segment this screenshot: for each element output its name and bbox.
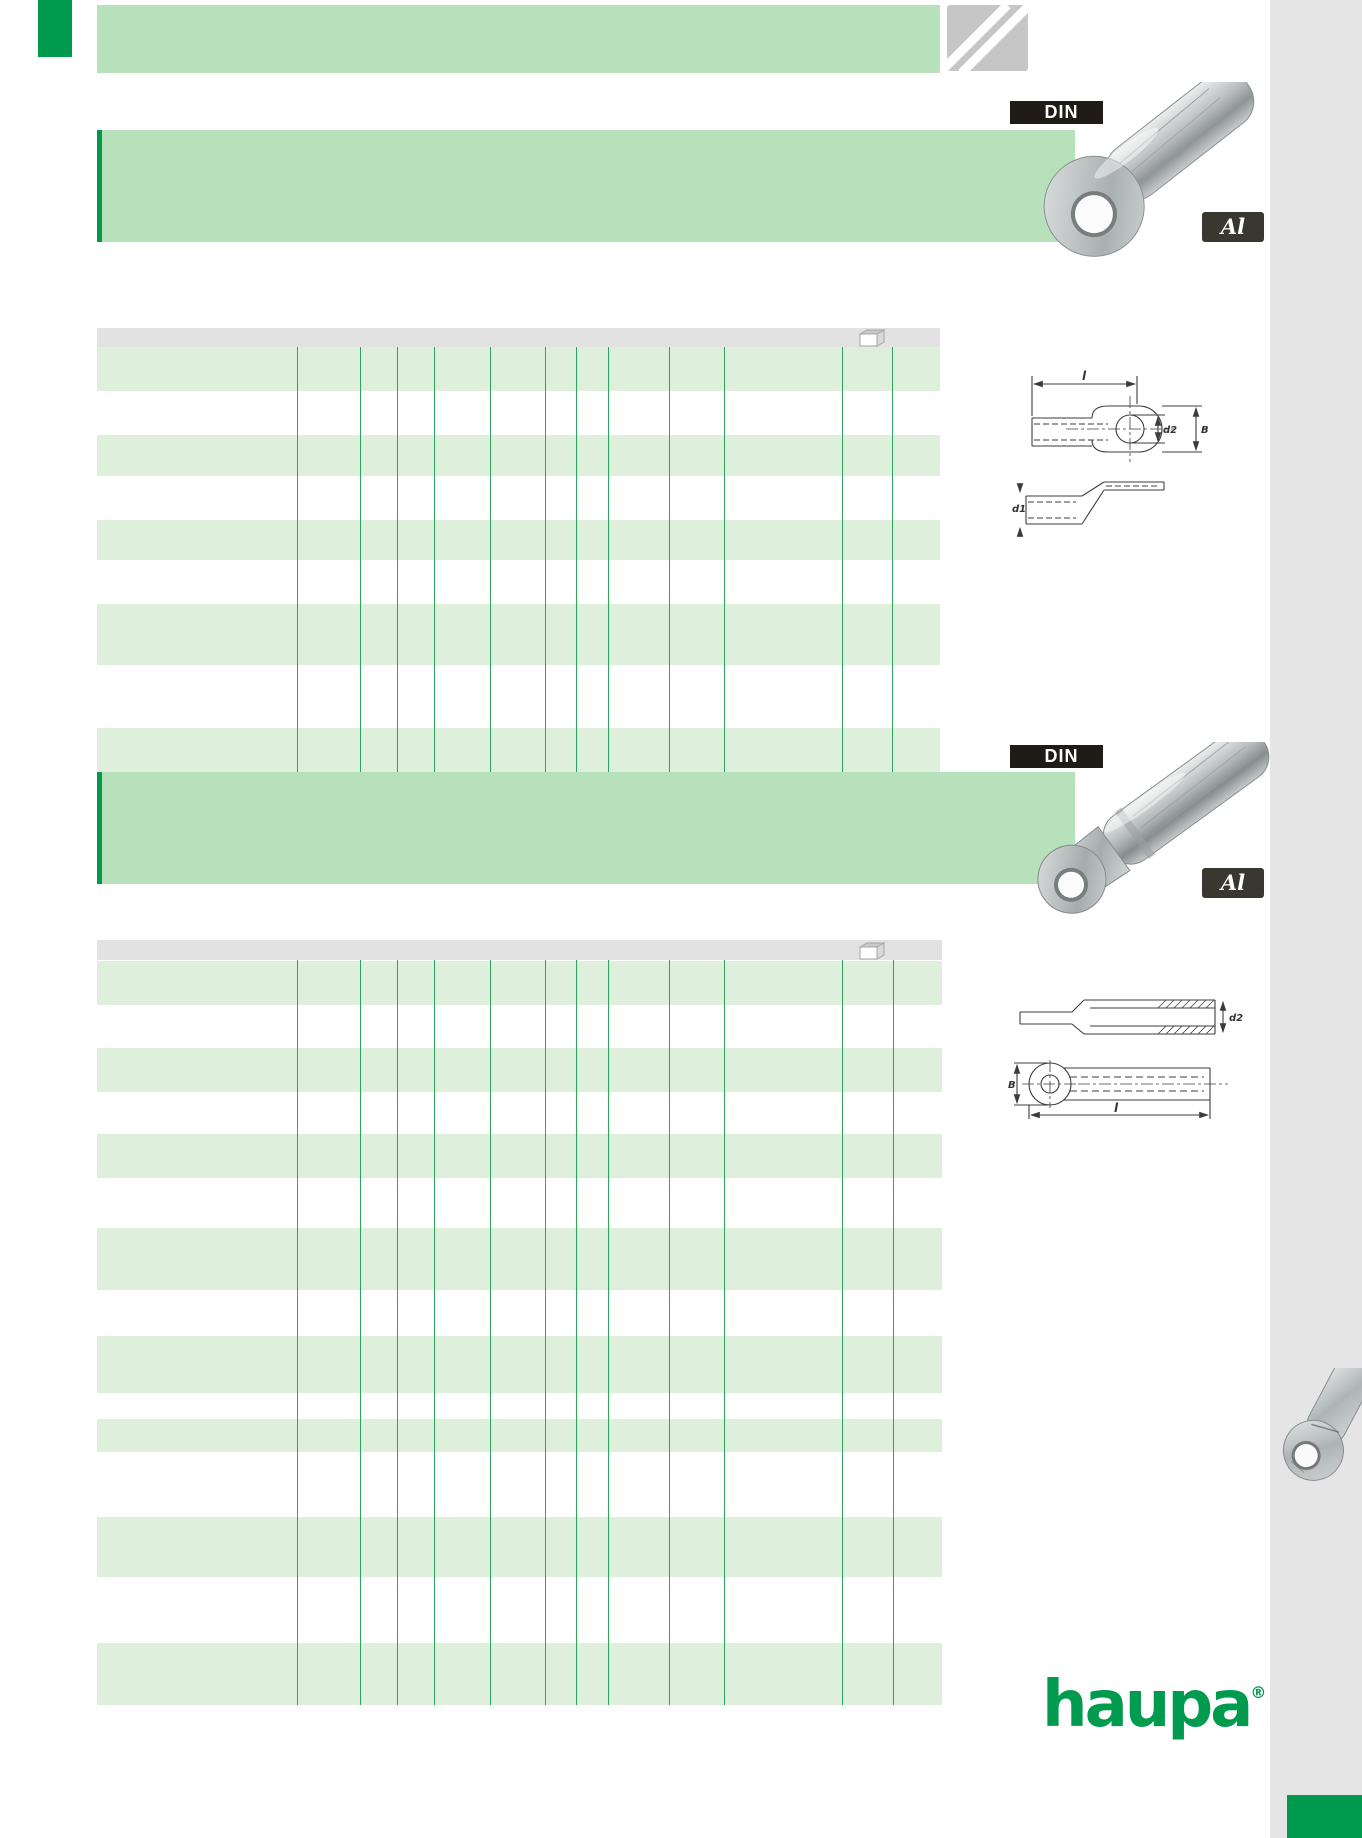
section-title-band <box>97 130 1075 242</box>
table-column-line <box>893 960 894 1705</box>
table-column-line <box>724 960 725 1705</box>
product-photo-cable-lug <box>1000 742 1295 947</box>
table-row-stripe <box>97 1134 942 1178</box>
table-column-line <box>576 960 577 1705</box>
svg-text:d2: d2 <box>1229 1013 1244 1024</box>
table-row-stripe <box>97 1419 942 1452</box>
product-photo-cable-lug <box>1000 82 1290 287</box>
brand-logo-text: haupa <box>1042 1668 1251 1742</box>
category-color-tab <box>38 0 72 57</box>
spec-table-2 <box>97 940 942 1705</box>
table-header-bar <box>97 328 940 347</box>
table-row-stripe <box>97 435 940 476</box>
table-column-line <box>397 960 398 1705</box>
table-row-stripe <box>97 1643 942 1705</box>
table-column-line <box>608 960 609 1705</box>
table-column-line <box>434 960 435 1705</box>
svg-text:B: B <box>1008 1080 1016 1091</box>
page-number-block <box>1287 1795 1362 1838</box>
table-row-stripe <box>97 1048 942 1092</box>
technical-drawing-lug-dimensions <box>1008 982 1256 1130</box>
brand-logo <box>1042 1668 1282 1748</box>
table-column-line <box>360 960 361 1705</box>
page-header-band <box>97 5 940 73</box>
margin-product-photo-cable-lug <box>1278 1368 1362 1508</box>
material-al-badge: Al <box>1202 212 1264 242</box>
svg-text:l: l <box>1114 1101 1119 1115</box>
table-row-stripe <box>97 961 942 1005</box>
svg-text:l: l <box>1082 369 1087 383</box>
table-column-line <box>490 960 491 1705</box>
table-column-line <box>842 960 843 1705</box>
svg-text:d1: d1 <box>1012 504 1027 515</box>
carton-icon <box>859 941 886 960</box>
material-al-badge: Al <box>1202 868 1264 898</box>
diagonal-stripes-icon <box>947 5 1028 71</box>
table-row-stripe <box>97 347 940 391</box>
table-header-bar <box>97 940 942 960</box>
din-badge: DIN <box>1010 101 1103 124</box>
carton-icon <box>859 328 886 347</box>
section-title-band <box>97 772 1075 884</box>
din-badge: DIN <box>1010 745 1103 768</box>
table-row-stripe <box>97 1228 942 1290</box>
table-row-stripe <box>97 1336 942 1393</box>
svg-text:d2: d2 <box>1163 425 1178 436</box>
technical-drawing-lug-dimensions <box>1012 356 1247 548</box>
table-column-line <box>669 960 670 1705</box>
table-column-line <box>297 960 298 1705</box>
registered-trademark-symbol: ® <box>1250 1683 1267 1702</box>
svg-text:B: B <box>1201 425 1209 436</box>
table-column-line <box>545 960 546 1705</box>
table-row-stripe <box>97 1517 942 1577</box>
table-row-stripe <box>97 604 940 665</box>
table-row-stripe <box>97 520 940 560</box>
